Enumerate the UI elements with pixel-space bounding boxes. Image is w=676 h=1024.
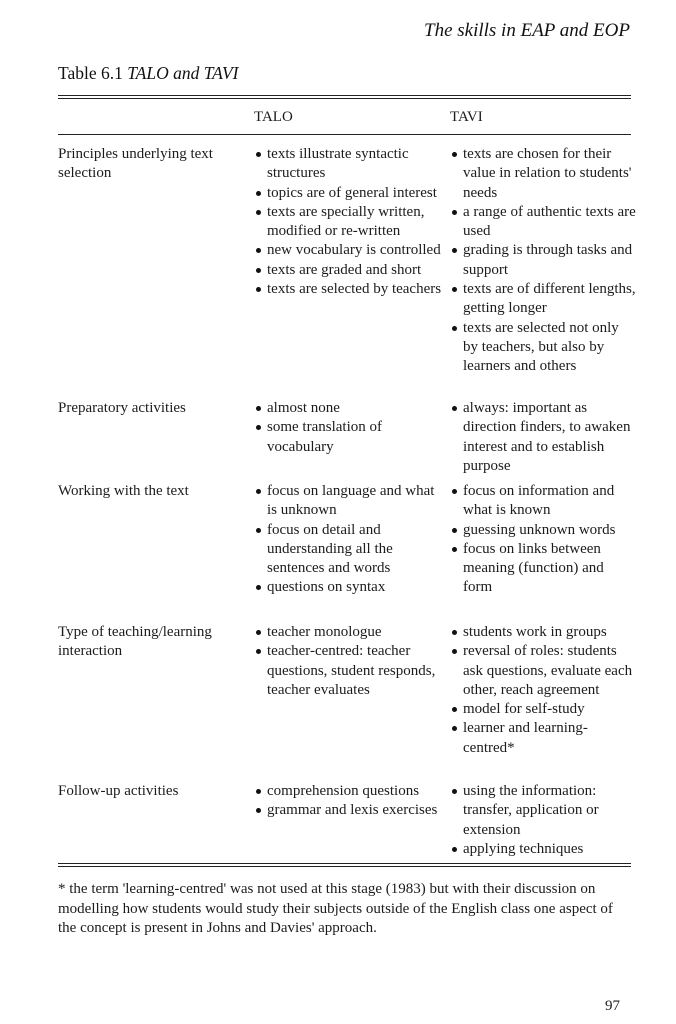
talo-cell [254,482,444,598]
list-item: texts illustrate syntactic structures [254,145,444,184]
row-label: Type of teaching/learning interaction [58,624,212,660]
list-item: teacher monologue [254,623,444,642]
list-item: using the information: transfer, application or extension [450,782,636,840]
tavi-cell [450,482,636,598]
list-item: teacher-centred: teacher questions, student responds, teacher evaluates [254,642,444,700]
table-caption [58,63,239,84]
page-number: 97 [605,998,620,1014]
row-label: Preparatory activities [58,400,186,416]
list-item: guessing unknown words [450,521,636,540]
list-item: some translation of vocabulary [254,418,444,457]
running-head: The skills in EAP and EOP [424,20,630,41]
list-item: texts are specially written, modified or re-written [254,203,444,242]
list-item: texts are selected not only by teachers, but also by learners and others [450,319,636,377]
talo-cell [254,782,444,821]
table-caption-title: TALO and TAVI [127,63,239,83]
list-item: grading is through tasks and support [450,241,636,280]
list-item: grammar and lexis exercises [254,801,444,820]
list-item: students work in groups [450,623,636,642]
header-rule [58,134,631,135]
talo-cell [254,399,444,457]
list-item: topics are of general interest [254,184,444,203]
list-item: texts are of different lengths, getting longer [450,280,636,319]
row-label: Follow-up activities [58,783,179,799]
row-label: Working with the text [58,483,189,499]
tavi-cell [450,399,636,476]
talo-cell [254,145,444,299]
list-item: applying techniques [450,840,636,859]
list-item: texts are graded and short [254,261,444,280]
row-label: Principles underlying text selection [58,146,213,182]
table-bottom-rule [58,863,631,864]
tavi-cell [450,145,636,377]
list-item: comprehension questions [254,782,444,801]
list-item: questions on syntax [254,578,444,597]
list-item: learner and learning-centred* [450,719,636,758]
table-top-rule-double [58,98,631,99]
column-header-talo: TALO [254,109,293,125]
column-header-tavi: TAVI [450,109,483,125]
table-top-rule [58,95,631,96]
tavi-cell [450,782,636,859]
list-item: reversal of roles: students ask questions, evaluate each other, reach agreement [450,642,636,700]
list-item: always: important as direction finders, to awaken interest and to establish purpose [450,399,636,476]
list-item: focus on language and what is unknown [254,482,444,521]
footnote: * the term 'learning-centred' was not used at this stage (1983) but with their discussion on modelling how students would study their subjects outside of the English class one aspect of the concept is present in Johns and Davies' approach. [58,881,613,936]
list-item: focus on detail and understanding all the sentences and words [254,521,444,579]
list-item: texts are chosen for their value in relation to students' needs [450,145,636,203]
list-item: almost none [254,399,444,418]
table-bottom-rule-double [58,866,631,867]
list-item: focus on information and what is known [450,482,636,521]
list-item: a range of authentic texts are used [450,203,636,242]
tavi-cell [450,623,636,758]
list-item: new vocabulary is controlled [254,241,444,260]
talo-cell [254,623,444,700]
list-item: model for self-study [450,700,636,719]
table-caption-label: Table 6.1 [58,63,123,83]
list-item: texts are selected by teachers [254,280,444,299]
list-item: focus on links between meaning (function) and form [450,540,636,598]
